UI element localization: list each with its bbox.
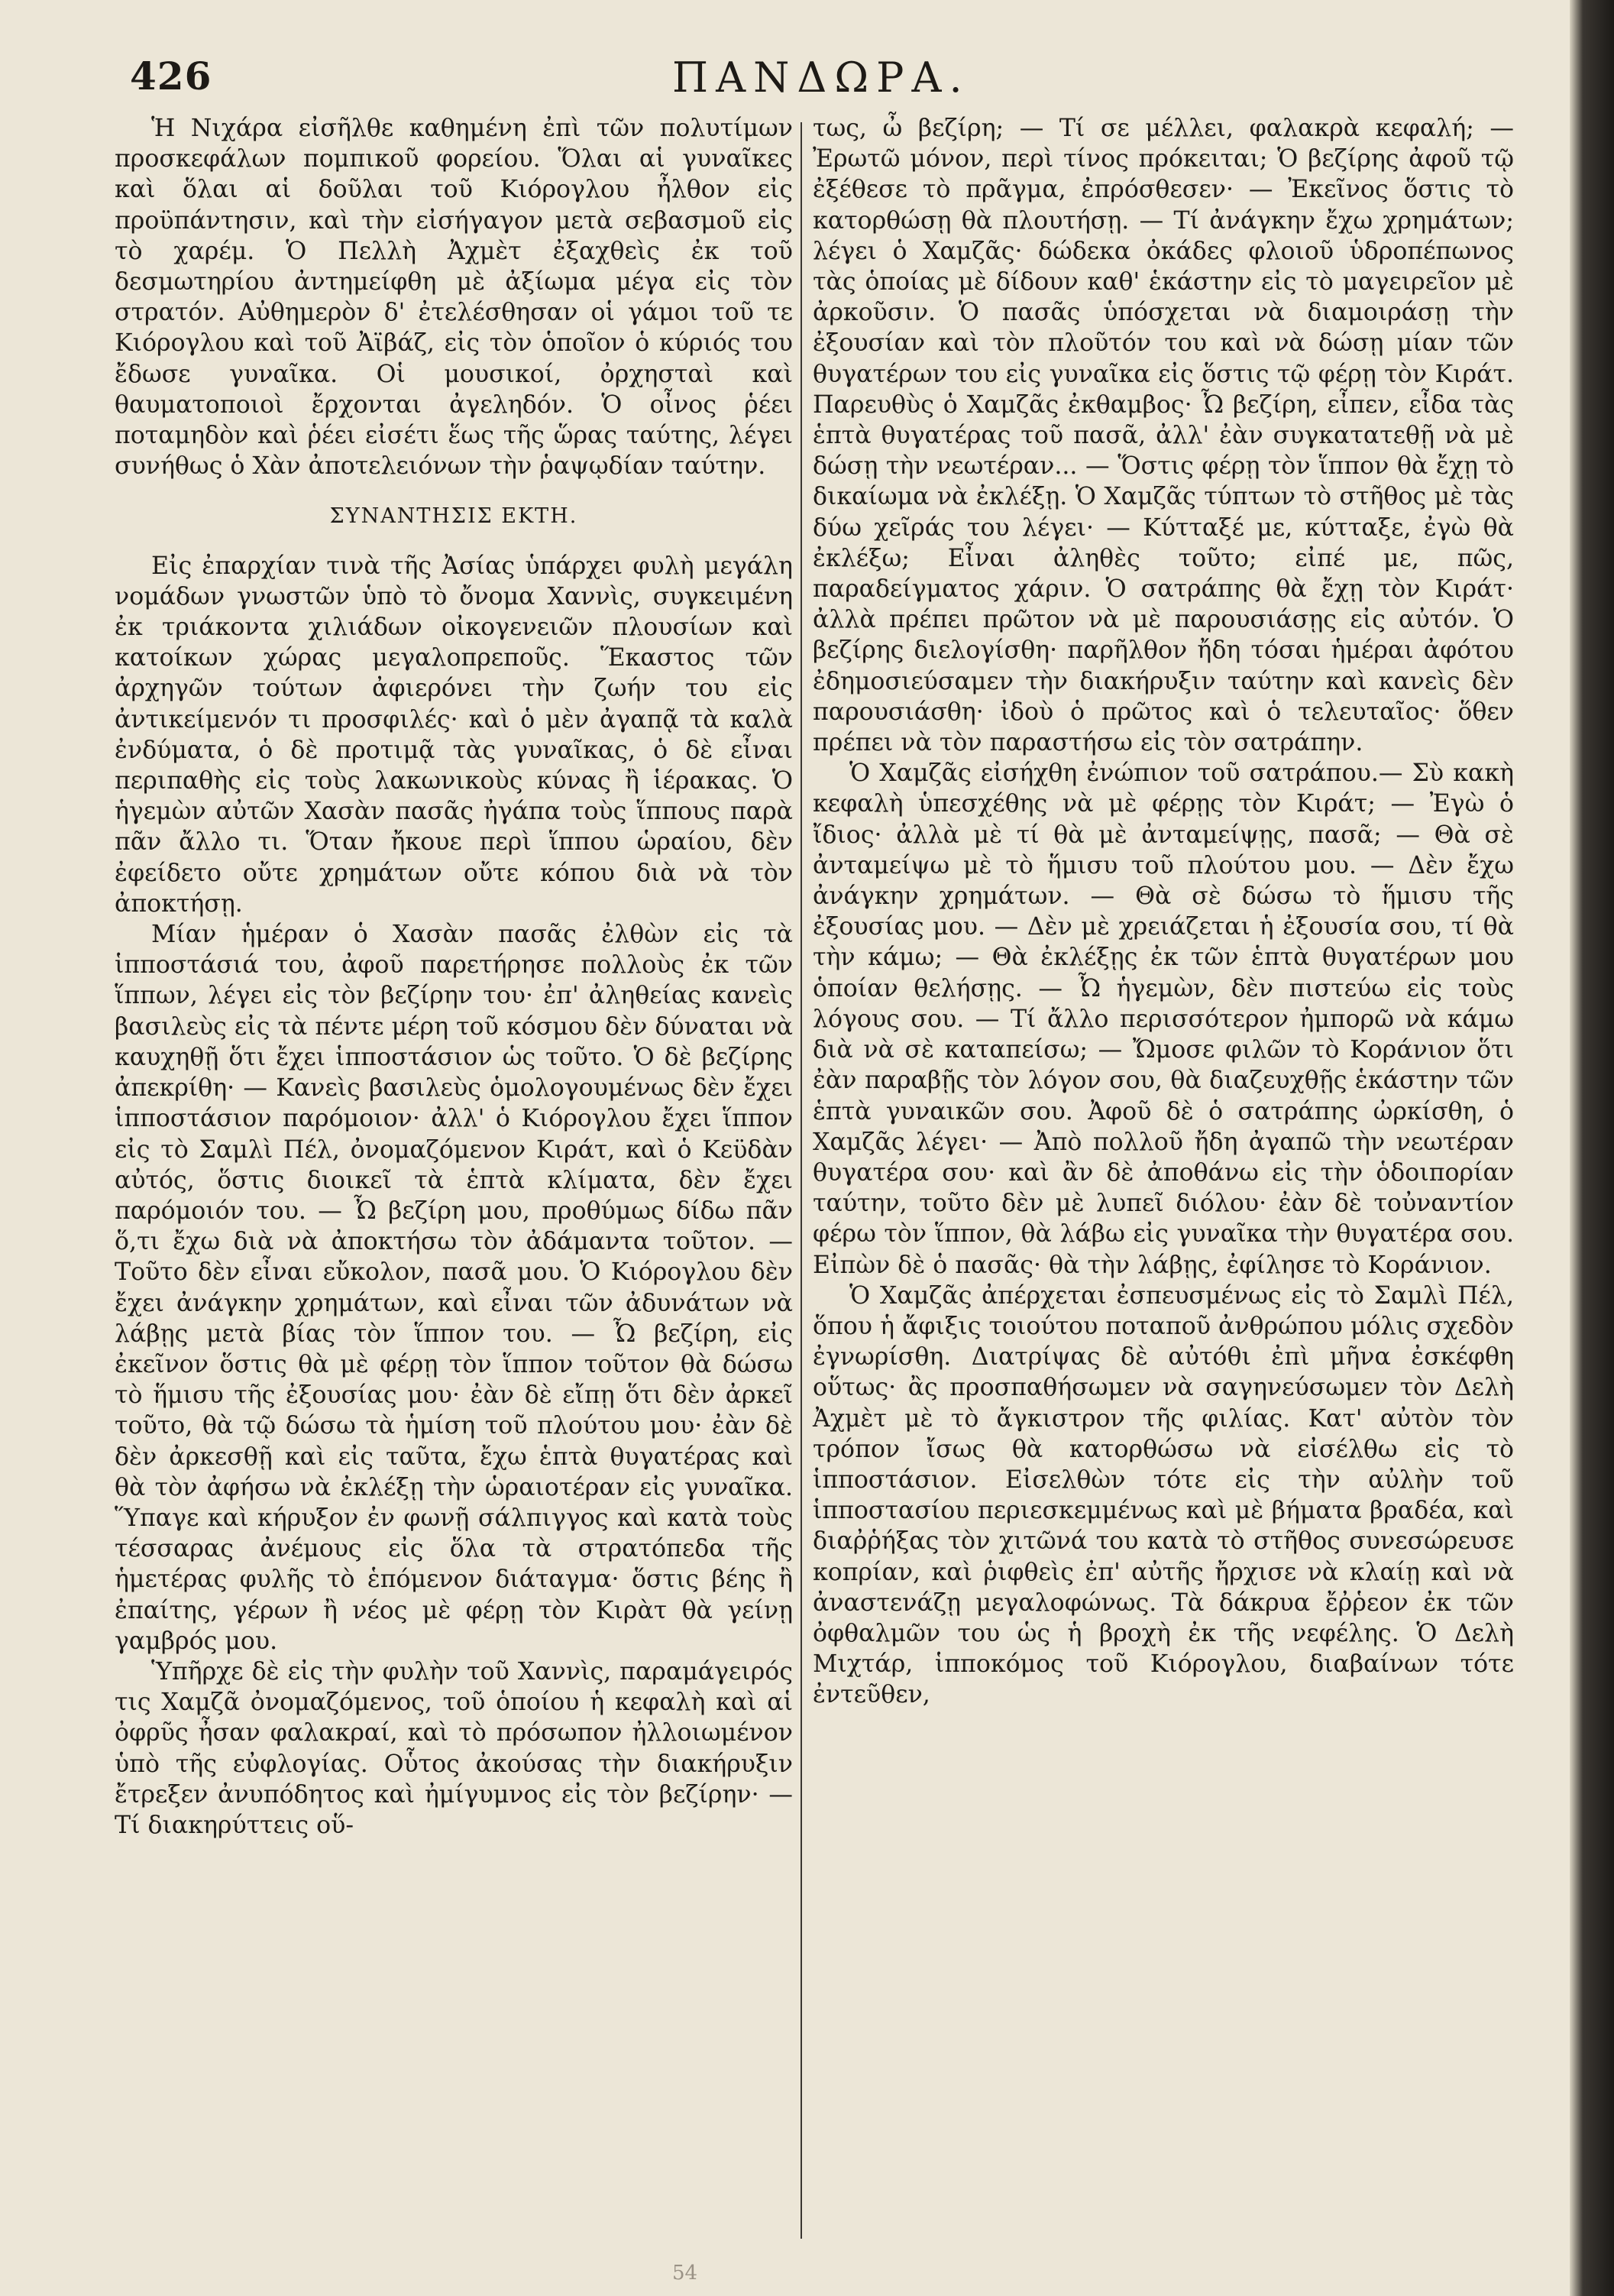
folio-mark: 54 (672, 2262, 698, 2285)
column-divider (801, 122, 802, 2239)
paragraph: Εἰς ἐπαρχίαν τινὰ τῆς Ἀσίας ὑπάρχει φυλὴ μεγάλη νομάδων γνωστῶν ὑπὸ τὸ ὄνομα Χαννὶς, συγκειμένη ἐκ τριάκοντα χιλιάδων οἰκογενειῶν πλουσίων καὶ κατοίκων χώρας μεγαλοπρεποῦς. Ἕκαστος τῶν ἀρχηγῶν τούτων ἀφιερόνει τὴν ζωήν του εἰς ἀντικείμενόν τι προσφιλές· καὶ ὁ μὲν ἀγαπᾷ τὰ καλὰ ἐνδύματα, ὁ δὲ προτιμᾷ τὰς γυναῖκας, ὁ δὲ εἶναι περιπαθὴς εἰς τοὺς λακωνικοὺς κύνας ἢ ἱέρακας. Ὁ ἡγεμὼν αὐτῶν Χασὰν πασᾶς ἠγάπα τοὺς ἵππους παρὰ πᾶν ἄλλο τι. Ὅταν ἤκουε περὶ ἵππου ὡραίου, δὲν ἐφείδετο οὔτε χρημάτων οὔτε κόπου διὰ νὰ τὸν ἀποκτήσῃ. (115, 552, 793, 918)
paragraph: Ὁ Χαμζᾶς εἰσήχθη ἐνώπιον τοῦ σατράπου.— Σὺ κακὴ κεφαλὴ ὑπεσχέθης νὰ μὲ φέρῃς τὸν Κιράτ; — Ἐγὼ ὁ ἴδιος· ἀλλὰ μὲ τί θὰ μὲ ἀνταμείψῃς, πασᾶ; — Θὰ σὲ ἀνταμείψω μὲ τὸ ἥμισυ τοῦ πλούτου μου. — Δὲν ἔχω ἀνάγκην χρημάτων. — Θὰ σὲ δώσω τὸ ἥμισυ τῆς ἐξουσίας μου. — Δὲν μὲ χρειάζεται ἡ ἐξουσία σου, τί θὰ τὴν κάμω; — Θὰ ἐκλέξῃς ἐκ τῶν ἑπτὰ θυγατέρων μου ὁποίαν θελήσῃς. — Ὦ ἡγεμὼν, δὲν πιστεύω εἰς τοὺς λόγους σου. — Τί ἄλλο περισσότερον ἠμπορῶ νὰ κάμω διὰ νὰ σὲ καταπείσω; — Ὤμοσε φιλῶν τὸ Κοράνιον ὅτι ἐὰν παραβῇς τὸν λόγον σου, θὰ διαζευχθῇς ἑκάστην τῶν ἑπτὰ γυναικῶν σου. Ἀφοῦ δὲ ὁ σατράπης ὠρκίσθη, ὁ Χαμζᾶς λέγει· — Ἀπὸ πολλοῦ ἤδη ἀγαπῶ τὴν νεωτέραν θυγατέρα σου· καὶ ἂν δὲ ἀποθάνω εἰς τὴν ὁδοιπορίαν ταύτην, τοῦτο δὲν μὲ λυπεῖ διόλου· ἐὰν δὲ τοὐναντίον φέρω τὸν ἵππον, θὰ λάβω εἰς γυναῖκα τὴν θυγατέρα σου. Εἰπὼν δὲ ὁ πασᾶς· θὰ τὴν λάβῃς, ἐφίλησε τὸ Κοράνιον. (813, 759, 1514, 1279)
paragraph: Μίαν ἡμέραν ὁ Χασὰν πασᾶς ἐλθὼν εἰς τὰ ἱπποστάσιά του, ἀφοῦ παρετήρησε πολλοὺς ἐκ τῶν ἵππων, λέγει εἰς τὸν βεζίρην του· ἐπ' ἀληθείας κανεὶς βασιλεὺς εἰς τὰ πέντε μέρη τοῦ κόσμου δὲν δύναται νὰ καυχηθῇ ὅτι ἔχει ἱπποστάσιον ὡς τοῦτο. Ὁ δὲ βεζίρης ἀπεκρίθη· — Κανεὶς βασιλεὺς ὁμολογουμένως δὲν ἔχει ἱπποστάσιον παρόμοιον· ἀλλ' ὁ Κιόρογλου ἔχει ἵππον εἰς τὸ Σαμλὶ Πέλ, ὀνομαζόμενον Κιράτ, καὶ ὁ Κεϋδὰν αὐτός, ὅστις διοικεῖ τὰ ἑπτὰ κλίματα, δὲν ἔχει παρόμοιόν του. — Ὦ βεζίρη μου, προθύμως δίδω πᾶν ὅ,τι ἔχω διὰ νὰ ἀποκτήσω τὸν ἀδάμαντα τοῦτον. — Τοῦτο δὲν εἶναι εὔκολον, πασᾶ μου. Ὁ Κιόρογλου δὲν ἔχει ἀνάγκην χρημάτων, καὶ εἶναι τῶν ἀδυνάτων νὰ λάβῃς μετὰ βίας τὸν ἵππον του. — Ὦ βεζίρη, εἰς ἐκεῖνον ὅστις θὰ μὲ φέρῃ τὸν ἵππον τοῦτον θὰ δώσω τὸ ἥμισυ τῆς ἐξουσίας μου· ἐὰν δὲ εἴπῃ ὅτι δὲν ἀρκεῖ τοῦτο, θὰ τῷ δώσω τὰ ἡμίση τοῦ πλούτου μου· ἐὰν δὲ δὲν ἀρκεσθῇ καὶ εἰς ταῦτα, ἔχω ἑπτὰ θυγατέρας καὶ θὰ τὸν ἀφήσω νὰ ἐκλέξῃ τὴν ὡραιοτέραν εἰς γυναῖκα. Ὕπαγε καὶ κήρυξον ἐν φωνῇ σάλπιγγος καὶ κατὰ τοὺς τέσσαρας ἀνέμους εἰς ὅλα τὰ στρατόπεδα τῆς ἡμετέρας φυλῆς τὸ ἑπόμενον διάταγμα· ὅστις βέης ἢ ἐπαίτης, γέρων ἢ νέος μὲ φέρῃ τὸν Κιρὰτ θὰ γείνῃ γαμβρός μου. (115, 921, 793, 1655)
page-number: 426 (130, 53, 212, 99)
paragraph: Ὁ Χαμζᾶς ἀπέρχεται ἐσπευσμένως εἰς τὸ Σαμλὶ Πέλ, ὅπου ἡ ἄφιξις τοιούτου ποταποῦ ἀνθρώπου μόλις σχεδὸν ἐγνωρίσθη. Διατρίψας δὲ αὐτόθι ἐπὶ μῆνα ἐσκέφθη οὕτως· ἂς προσπαθήσωμεν νὰ σαγηνεύσωμεν τὸν Δελὴ Ἀχμὲτ μὲ τὸ ἄγκιστρον τῆς φιλίας. Κατ' αὐτὸν τὸν τρόπον ἴσως θὰ κατορθώσω νὰ εἰσέλθω εἰς τὸ ἱπποστάσιον. Εἰσελθὼν τότε εἰς τὴν αὐλὴν τοῦ ἱπποστασίου περιεσκεμμένως καὶ μὲ βήματα βραδέα, καὶ διαῤῥήξας τὸν χιτῶνά του κατὰ τὸ στῆθος συνεσώρευσε κοπρίαν, καὶ ῥιφθεὶς ἐπ' αὐτῆς ἤρχισε νὰ κλαίῃ καὶ νὰ ἀναστενάζῃ μεγαλοφώνως. Τὰ δάκρυα ἔῤῥεον ἐκ τῶν ὀφθαλμῶν του ὡς ἡ βροχὴ ἐκ τῆς νεφέλης. Ὁ Δελὴ Μιχτάρ, ἱπποκόμος τοῦ Κιόρογλου, διαβαίνων τότε ἐντεῦθεν, (813, 1281, 1514, 1709)
paragraph: τως, ὦ βεζίρη; — Τί σε μέλλει, φαλακρὰ κεφαλή; — Ἐρωτῶ μόνον, περὶ τίνος πρόκειται; Ὁ βεζίρης ἀφοῦ τῷ ἐξέθεσε τὸ πρᾶγμα, ἐπρόσθεσεν· — Ἐκεῖνος ὅστις τὸ κατορθώσῃ θὰ πλουτήσῃ. — Τί ἀνάγκην ἔχω χρημάτων; λέγει ὁ Χαμζᾶς· δώδεκα ὀκάδες φλοιοῦ ὑδροπέπωνος τὰς ὁποίας μὲ δίδουν καθ' ἑκάστην εἰς τὸ μαγειρεῖον μὲ ἀρκοῦσιν. Ὁ πασᾶς ὑπόσχεται νὰ διαμοιράσῃ τὴν ἐξουσίαν καὶ τὸν πλοῦτόν του καὶ νὰ δώσῃ μίαν τῶν θυγατέρων του εἰς γυναῖκα εἰς ὅστις τῷ φέρῃ τὸν Κιράτ. Παρευθὺς ὁ Χαμζᾶς ἐκθαμβος· Ὦ βεζίρη, εἶπεν, εἶδα τὰς ἑπτὰ θυγατέρας τοῦ πασᾶ, ἀλλ' ἐὰν συγκατατεθῇ νὰ μὲ δώσῃ τὴν νεωτέραν... — Ὅστις φέρῃ τὸν ἵππον θὰ ἔχῃ τὸ δικαίωμα νὰ ἐκλέξῃ. Ὁ Χαμζᾶς τύπτων τὸ στῆθος μὲ τὰς δύω χεῖράς του λέγει· — Κύτταξέ με, κύτταξε, ἐγὼ θὰ ἐκλέξω; Εἶναι ἀληθὲς τοῦτο; εἰπέ με, πῶς, παραδείγματος χάριν. Ὁ σατράπης θὰ ἔχῃ τὸν Κιράτ· ἀλλὰ πρέπει πρῶτον νὰ μὲ παρουσιάσῃς εἰς αὐτόν. Ὁ βεζίρης διελογίσθη· παρῆλθον ἤδη τόσαι ἡμέραι ἀφότου ἐδημοσιεύσαμεν τὴν διακήρυξιν ταύτην καὶ κανεὶς δὲν παρουσιάσθη· ἰδοὺ ὁ πρῶτος καὶ ὁ τελευταῖος· ὅθεν πρέπει νὰ τὸν παραστήσω εἰς τὸν σατράπην. (813, 115, 1514, 757)
page-header (130, 53, 1520, 107)
left-column (115, 113, 793, 1841)
running-title: ΠΑΝΔΩΡΑ. (672, 53, 970, 102)
section-heading: ΣΥΝΑΝΤΗΣΙΣ ΕΚΤΗ. (329, 504, 578, 529)
right-column (813, 113, 1514, 1711)
paragraph: Ἡ Νιχάρα εἰσῆλθε καθημένη ἐπὶ τῶν πολυτίμων προσκεφάλων πομπικοῦ φορείου. Ὅλαι αἱ γυναῖκες καὶ ὅλαι αἱ δοῦλαι τοῦ Κιόρογλου ἦλθον εἰς προϋπάντησιν, καὶ τὴν εἰσήγαγον μετὰ σεβασμοῦ εἰς τὸ χαρέμ. Ὁ Πελλὴ Ἀχμὲτ ἐξαχθεὶς ἐκ τοῦ δεσμωτηρίου ἀντημείφθη μὲ ἀξίωμα μέγα εἰς τὸν στρατόν. Αὐθημερὸν δ' ἐτελέσθησαν οἱ γάμοι τοῦ τε Κιόρογλου καὶ τοῦ Ἀϊβάζ, εἰς τὸν ὁποῖον ὁ κύριός του ἔδωσε γυναῖκα. Οἱ μουσικοί, ὀρχησταὶ καὶ θαυματοποιοὶ ἔρχονται ἀγεληδόν. Ὁ οἶνος ῥέει ποταμηδὸν καὶ ῥέει εἰσέτι ἕως τῆς ὥρας ταύτης, λέγει συνήθως ὁ Χὰν ἀποτελειόνων τὴν ῥαψῳδίαν ταύτην. (115, 115, 793, 481)
binding-edge (1570, 0, 1614, 2296)
paragraph: Ὑπῆρχε δὲ εἰς τὴν φυλὴν τοῦ Χαννὶς, παραμάγειρός τις Χαμζᾶ ὀνομαζόμενος, τοῦ ὁποίου ἡ κεφαλὴ καὶ αἱ ὀφρῦς ἦσαν φαλακραί, καὶ τὸ πρόσωπον ἠλλοιωμένον ὑπὸ τῆς εὐφλογίας. Οὗτος ἀκούσας τὴν διακήρυξιν ἔτρεξεν ἀνυπόδητος καὶ ἠμίγυμνος εἰς τὸν βεζίρην· — Τί διακηρύττεις οὕ- (115, 1657, 793, 1839)
